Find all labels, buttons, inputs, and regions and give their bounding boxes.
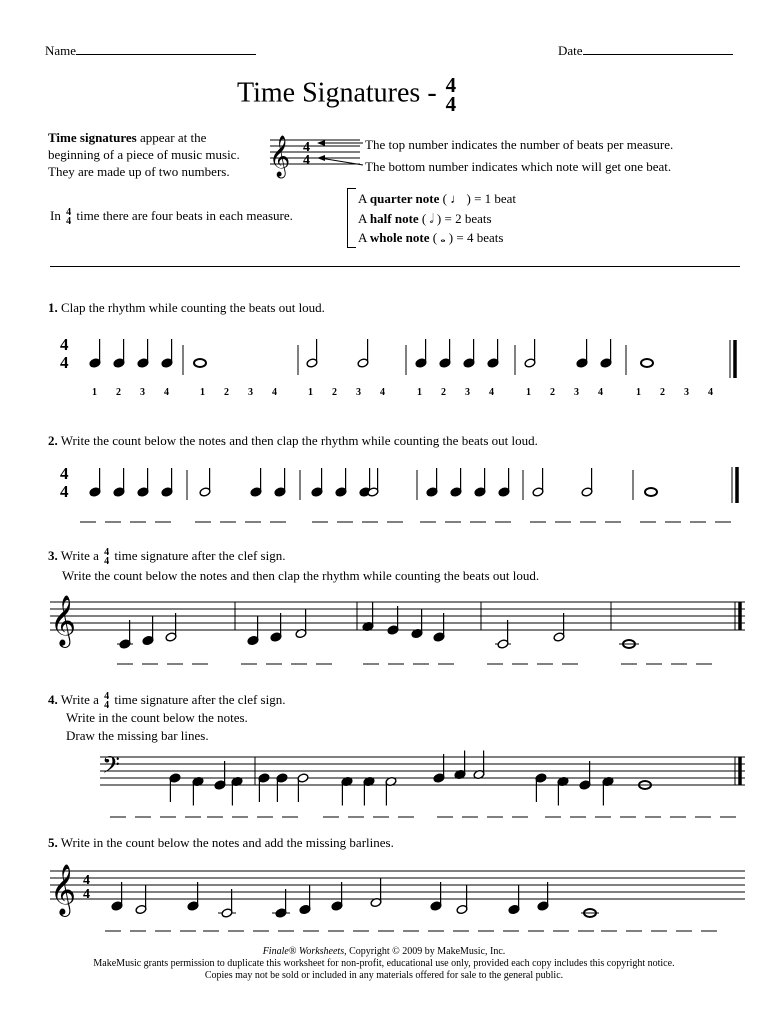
count-number: 3 [574, 387, 579, 398]
exercise-3-instructions: 3. Write a 4 4 time signature after the clef sign. [48, 547, 286, 568]
count-number: 3 [684, 387, 689, 398]
page-title: Time Signatures - 4 4 [237, 73, 457, 116]
date-field[interactable]: Date [558, 42, 733, 59]
treble-clef-icon: 𝄞 [50, 865, 77, 914]
time-sig-bottom: 4 [83, 887, 90, 902]
note-values-bracket [347, 188, 356, 248]
intro-text: Time signatures appear at the beginning of a piece of music music. They are made up of two numbers. [48, 130, 240, 179]
date-blank[interactable] [583, 42, 733, 55]
count-number: 1 [417, 387, 422, 398]
note-value-half: A half note ( 𝅗𝅥 ) = 2 beats [358, 210, 492, 226]
bottom-number-note: The bottom number indicates which note will get one beat. [365, 159, 672, 174]
count-number: 2 [332, 387, 337, 398]
exercise-5-staff [45, 855, 755, 940]
inline-time-signature: 4 4 [66, 207, 72, 228]
count-number: 1 [308, 387, 313, 398]
time-sig-bottom: 4 [60, 482, 69, 501]
count-number: 4 [164, 387, 169, 398]
note-values-list [358, 189, 516, 248]
exercise-4-instructions: 4. Write a 4 4 time signature after the clef sign. [48, 691, 286, 712]
count-number: 3 [248, 387, 253, 398]
treble-clef-icon: 𝄞 [269, 136, 291, 176]
time-sig-top: 4 [60, 335, 69, 354]
intro-staff-diagram [265, 120, 365, 185]
name-blank[interactable] [76, 42, 256, 55]
count-number: 4 [272, 387, 277, 398]
name-field[interactable]: Name [45, 42, 256, 59]
count-number: 3 [356, 387, 361, 398]
footer: Finale® Worksheets, Copyright © 2009 by MakeMusic, Inc. MakeMusic grants permission to duplicate this worksheet for non-profit, educational use only, provided each copy includes this copyright notice. Copies may not be sold or included in any materials offered for sale to the general public. [93, 946, 675, 981]
exercise-4-instructions-2: Write in the count below the notes. [66, 710, 248, 725]
exercise-3-instructions-2: Write the count below the notes and then clap the rhythm while counting the beats out loud. [62, 568, 540, 583]
count-number: 4 [598, 387, 603, 398]
count-number: 1 [92, 387, 97, 398]
exercise-1-instructions: 1. Clap the rhythm while counting the beats out loud. [48, 300, 325, 315]
exercise-5-instructions: 5. Write in the count below the notes and add the missing barlines. [48, 835, 394, 850]
count-number: 2 [224, 387, 229, 398]
count-number: 4 [489, 387, 494, 398]
exercise-4-staff [45, 745, 755, 825]
note-value-quarter: A quarter note ( ♩ ) = 1 beat [358, 191, 517, 206]
note-value-whole: A whole note ( 𝅝 ) = 4 beats [358, 230, 504, 245]
count-number: 1 [200, 387, 205, 398]
count-number: 2 [441, 387, 446, 398]
inline-time-signature: 4 4 [104, 691, 110, 712]
count-number: 4 [380, 387, 385, 398]
count-number: 4 [708, 387, 713, 398]
exercise-2-instructions: 2. Write the count below the notes and then clap the rhythm while counting the beats out loud. [48, 433, 538, 448]
count-number: 2 [660, 387, 665, 398]
count-number: 3 [465, 387, 470, 398]
count-number: 2 [550, 387, 555, 398]
count-number: 2 [116, 387, 121, 398]
title-time-signature: 4 4 [445, 73, 457, 116]
treble-clef-icon: 𝄞 [50, 596, 77, 645]
four-four-text: In 4 4 time there are four beats in each measure. [50, 207, 293, 228]
time-sig-top: 4 [83, 873, 90, 888]
count-number: 3 [140, 387, 145, 398]
whole-note [645, 488, 657, 496]
exercise-3-staff [45, 590, 755, 670]
exercise-2-rhythm [55, 455, 755, 535]
inline-time-signature: 4 4 [104, 547, 110, 568]
count-number: 1 [526, 387, 531, 398]
time-sig-bottom: 4 [60, 353, 69, 372]
bass-clef-icon: 𝄢 [102, 753, 121, 784]
section-divider [50, 266, 740, 267]
time-sig-top: 4 [60, 464, 69, 483]
top-number-note: The top number indicates the number of beats per measure. [365, 137, 674, 152]
count-number: 1 [636, 387, 641, 398]
exercise-1-rhythm [55, 330, 755, 400]
time-sig-top: 4 [303, 140, 310, 155]
exercise-4-instructions-3: Draw the missing bar lines. [66, 728, 209, 743]
time-sig-bottom: 4 [303, 153, 310, 168]
